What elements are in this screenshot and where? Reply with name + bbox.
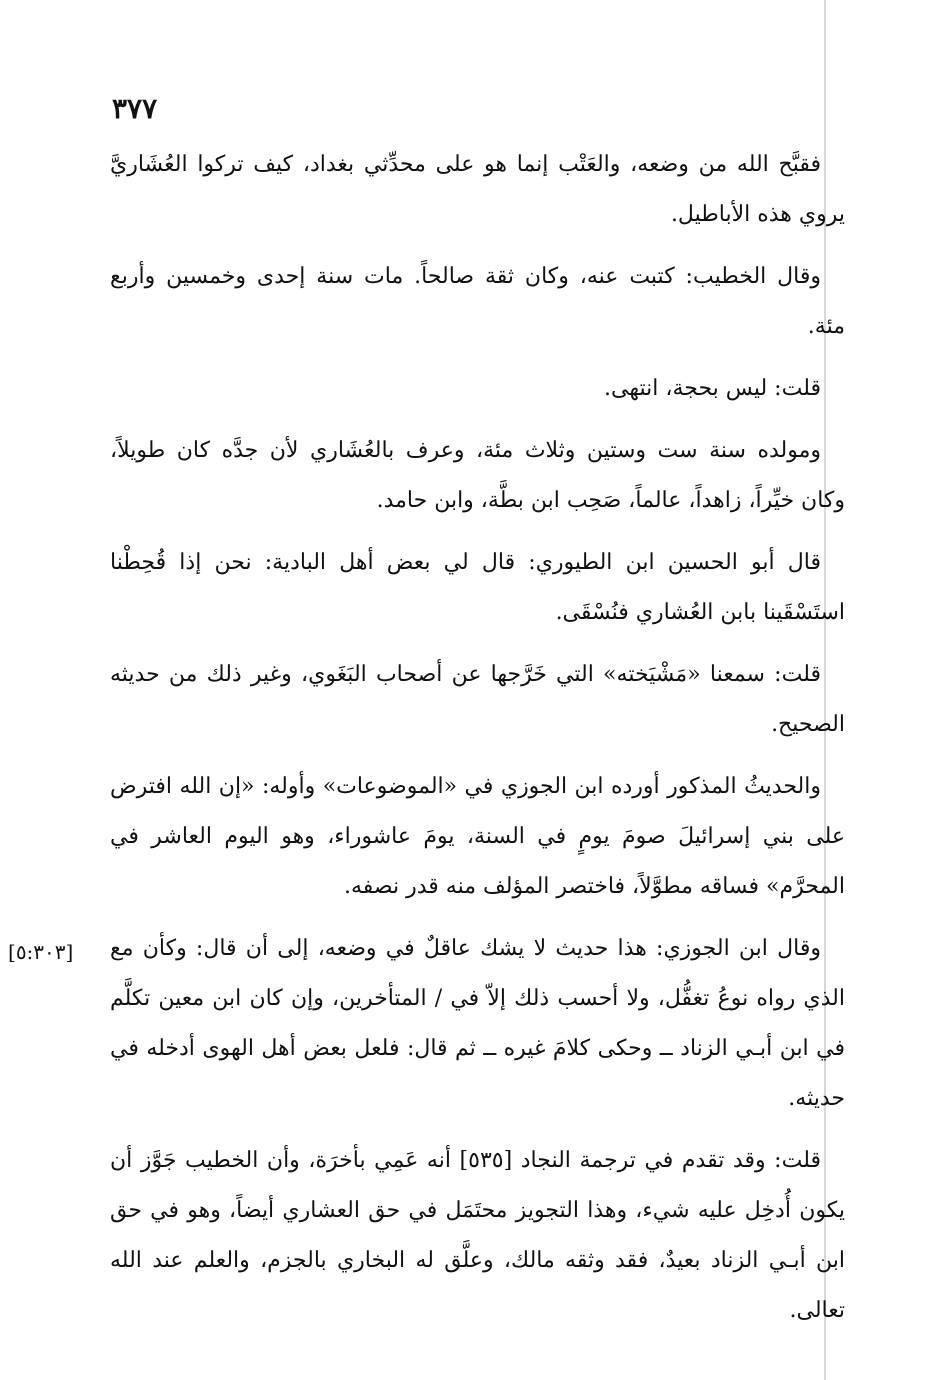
paragraph: قلت: وقد تقدم في ترجمة النجاد [٥٣٥] أنه عَمِي بأخرَة، وأن الخطيب جَوَّز أن يكون أُدخِل عليه شيء، وهذا التجويز محتَمَل في حق العشاري أيضاً، وهو في حق ابن أبـي الزناد بعيدٌ، فقد وثقه مالك، وعلَّق له البخاري بالجزم، والعلم عند الله تعالى.	[110, 1148, 845, 1323]
paragraph: قلت: ليس بحجة، انتهى.	[604, 376, 821, 401]
main-text	[110, 140, 845, 1348]
page-number: ٣٧٧	[112, 92, 158, 125]
paragraph: فقبَّح الله من وضعه، والعَتْب إنما هو على محدِّثي بغداد، كيف تركوا العُشَاريَّ يروي هذه الأباطيل.	[110, 152, 845, 227]
paragraph: ومولده سنة ست وستين وثلاث مئة، وعرف بالعُشَاري لأن جدَّه كان طويلاً، وكان خيِّراً، زاهداً، عالماً، صَحِب ابن بطَّة، وابن حامد.	[110, 438, 845, 513]
paragraph: قلت: سمعنا «مَشْيَخته» التي خَرَّجها عن أصحاب البَغَوي، وغير ذلك من حديثه الصحيح.	[110, 662, 845, 737]
paragraph: وقال ابن الجوزي: هذا حديث لا يشك عاقلٌ في وضعه، إلى أن قال: وكأن مع الذي رواه نوعُ تغفُّل، ولا أحسب ذلك إلاّ في / المتأخرين، وإن كان ابن معين تكلَّم في ابن أبـي الزناد ــ وحكى كلامَ غيره ــ ثم قال: فلعل بعض أهل الهوى أدخله في حديثه.	[110, 936, 845, 1111]
paragraph: وقال الخطيب: كتبت عنه، وكان ثقة صالحاً. مات سنة إحدى وخمسين وأربع مئة.	[110, 264, 845, 339]
paragraph: والحديثُ المذكور أورده ابن الجوزي في «الموضوعات» وأوله: «إن الله افترض على بني إسرائيلَ صومَ يومٍ في السنة، يومَ عاشوراء، وهو اليوم العاشر في المحرَّم» فساقه مطوَّلاً، فاختصر المؤلف منه قدر نصفه.	[110, 774, 845, 899]
paragraph: قال أبو الحسين ابن الطيوري: قال لي بعض أهل البادية: نحن إذا قُحِطْنا استَسْقَينا بابن العُشاري فنُسْقَى.	[110, 550, 845, 625]
margin-reference: [٥:٣٠٣]	[8, 940, 74, 964]
